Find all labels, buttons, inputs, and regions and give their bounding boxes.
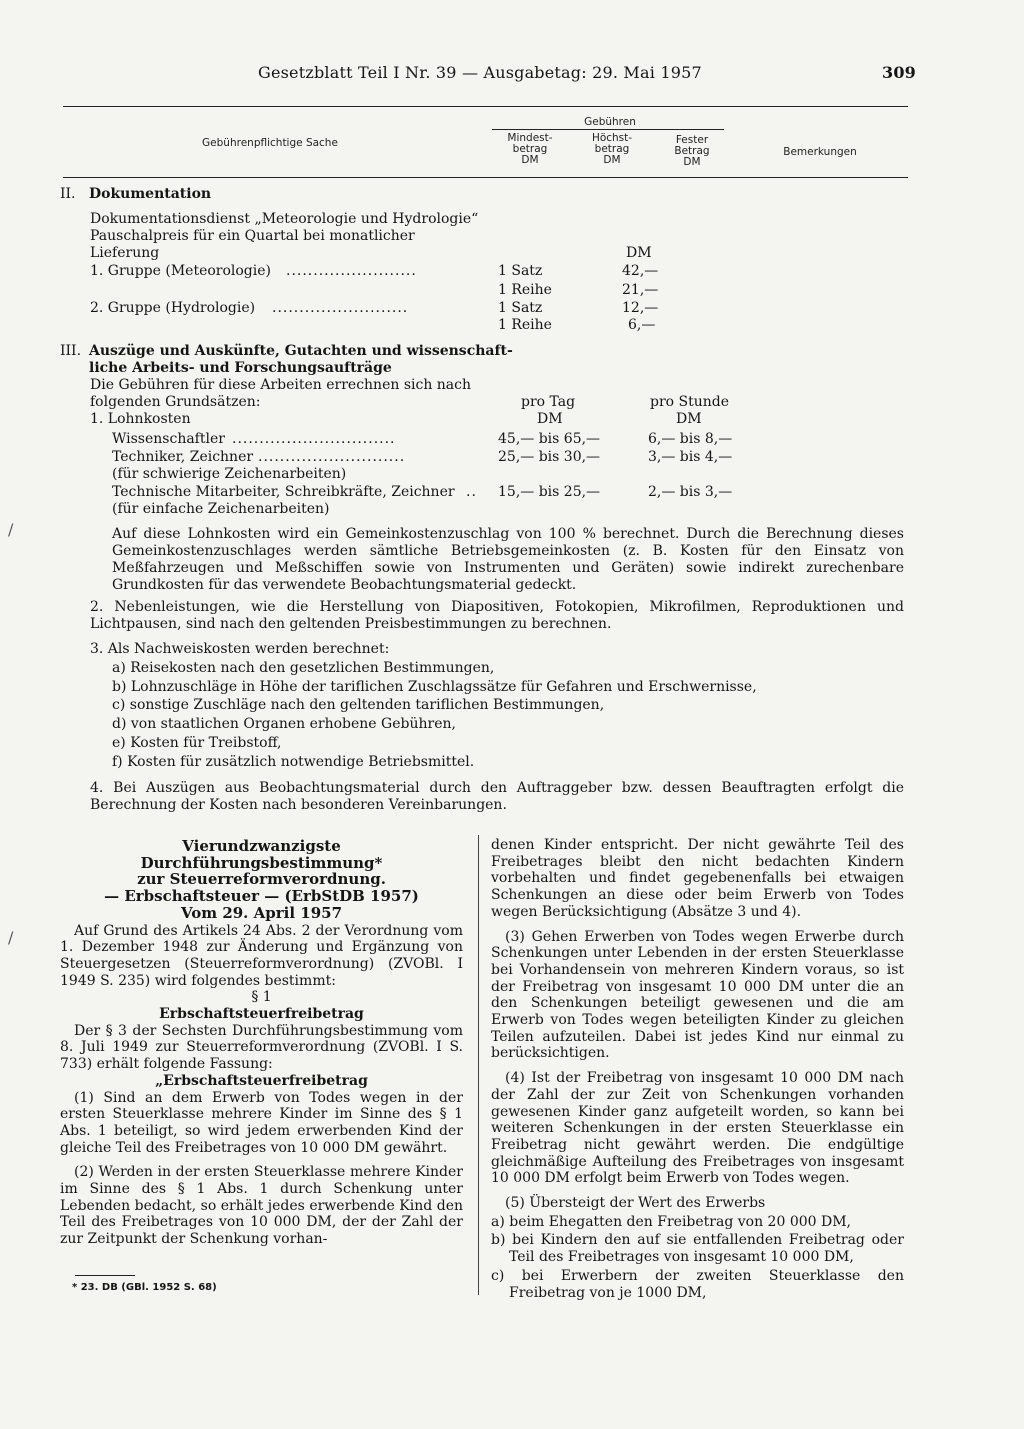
col-header-fest: Fester Betrag DM [674,134,710,168]
sec3-row-3-note: (für einfache Zeichenarbeiten) [112,501,330,517]
sec2-unit: DM [626,245,652,261]
leader-dots: ........................ [286,263,417,279]
decree-left-column [60,838,463,1248]
sec3-item-f: f) Kosten für zusätzlich notwendige Betriebsmittel. [112,754,475,770]
sec3-lohnkosten: 1. Lohnkosten [90,411,191,427]
decree-intro: Auf Grund des Artikels 24 Abs. 2 der Verordnung vom 1. Dezember 1948 zur Änderung und Ergänzung von Steuergesetzen (Steuerreformverordnung) (ZVOBl. I 1949 S. 235) wird folgendes bestimmt: [60,922,463,989]
col-header-min: Mindest- betrag DM [507,132,553,166]
sec2-g2-unit-2: 1 Reihe [498,317,552,333]
sec2-line1: Dokumentationsdienst „Meteorologie und Hydrologie“ [90,211,479,227]
sec3-intro-1: Die Gebühren für diese Arbeiten errechnen sich nach [90,377,472,393]
page-number: 309 [882,63,916,82]
sec2-g2-price-2: 6,— [628,317,656,333]
sec2-g1-unit-2: 1 Reihe [498,282,552,298]
sec3-dm-tag: DM [537,411,563,427]
sec3-item-c: c) sonstige Zuschläge nach den geltenden tariflichen Bestimmungen, [112,697,605,713]
sec2-g2-label: 2. Gruppe (Hydrologie) [90,300,256,316]
sec3-row-2-stunde: 3,— bis 4,— [648,449,733,465]
sec2-g1-price-1: 42,— [622,263,659,279]
sec3-row-2-label: Techniker, Zeichner [112,449,254,465]
sec3-pro-stunde: pro Stunde [650,394,730,410]
sec3-item-e: e) Kosten für Treibstoff, [112,735,282,751]
decree-quote-title: „Erbschaftsteuerfreibetrag [155,1072,368,1089]
sec3-pro-tag: pro Tag [521,394,576,410]
sec3-dm-stunde: DM [676,411,702,427]
page-header-title: Gesetzblatt Teil I Nr. 39 — Ausgabetag: 29. Mai 1957 [258,63,702,82]
sec3-row-1-tag: 45,— bis 65,— [498,431,601,447]
sec3-row-2-note: (für schwierige Zeichenarbeiten) [112,466,347,482]
decree-title-2: zur Steuerreformverordnung. [137,870,386,889]
decree-paragraph-sign: § 1 [251,989,272,1006]
decree-abs-4: (4) Ist der Freibetrag von insgesamt 10 000 DM nach der Zahl der zur Zeit von Schenkungen vorhanden gewesenen Kinder ganz aufgeteilt worden, so kann bei weiteren Schenkungen in der ersten Steuerklasse ein Freibetrag nicht gewährt werden. Die endgültige gleichmäßige Aufteilung des Freibetrages von insgesamt 10 000 DM erfolgt beim Erwerb von Todes wegen. [491,1070,904,1187]
sec3-row-3-label: Technische Mitarbeiter, Schreibkräfte, Zeichner [112,484,455,500]
col-header-sache: Gebührenpflichtige Sache [202,137,338,149]
sec3-item-a: a) Reisekosten nach den gesetzlichen Bestimmungen, [112,660,495,676]
col-header-gebuehren: Gebühren [584,116,636,128]
decree-abs-1: (1) Sind an dem Erwerb von Todes wegen in der ersten Steuerklasse mehrere Kinder im Sinne des § 1 Abs. 1 beteiligt, so wird jedem erwerbenden Kind der gleiche Teil des Freibetrages von 10 000 DM gewährt. [60,1089,463,1156]
sec3-intro-2: folgenden Grundsätzen: [90,394,261,410]
sec2-line2: Pauschalpreis für ein Quartal bei monatlicher [90,228,415,244]
column-divider [478,835,479,1295]
leader-dots: .............................. [232,431,396,447]
leader-dots: ......................... [272,300,409,316]
sec3-auszuege-text: 4. Bei Auszügen aus Beobachtungsmaterial durch den Auftraggeber bzw. dessen Beauftragten erfolgt die Berechnung der Kosten nach besonderen Vereinbarungen. [90,780,904,813]
sec2-g1-price-2: 21,— [622,282,659,298]
gebuehren-rule [492,129,724,130]
sec2-g1-unit-1: 1 Satz [498,263,543,279]
decree-abs-5-item-b: b) bei Kindern den auf sie entfallenden Freibetrag oder Teil des Freibetrages von insgesamt 10 000 DM, [491,1232,904,1266]
margin-mark: / [8,928,14,947]
sec2-g1-label: 1. Gruppe (Meteorologie) [90,263,271,279]
sec2-line3: Lieferung [90,245,160,261]
margin-mark: / [8,520,14,539]
col-header-max: Höchst- betrag DM [591,132,633,166]
decree-paragraph-text: Der § 3 der Sechsten Durchführungsbestimmung vom 8. Juli 1949 zur Steuerreformverordnung (ZVOBl. I S. 733) erhält folgende Fassung: [60,1022,463,1073]
col-header-bemerkungen: Bemerkungen [783,146,857,158]
sec3-number: III. [60,343,82,359]
sec2-title: Dokumentation [89,186,212,202]
decree-abs-3: (3) Gehen Erwerben von Todes wegen Erwerbe durch Schenkungen unter Lebenden in der ersten Steuerklasse bei Vorhandensein von mehreren Kindern voraus, so ist der Freibetrag von insgesamt 10 000 DM unter die an den Schenkungen beteiligt gewesenen und die am Erwerb von Todes wegen beteiligten Kinder zu gleichen Teilen aufzuteilen. Dabei ist jedes Kind nur einmal zu berücksichtigen. [491,928,904,1062]
sec3-nebenleistungen-text: 2. Nebenleistungen, wie die Herstellung von Diapositiven, Fotokopien, Mikrofilmen, Reproduktionen und Lichtpausen, sind nach den geltenden Preisbestimmungen zu berechnen. [90,599,904,632]
footnote-rule [75,1275,135,1276]
decree-abs-2: (2) Werden in der ersten Steuerklasse mehrere Kinder im Sinne des § 1 Abs. 1 durch Schenkung unter Lebenden bedacht, so erhält jedes erwerbende Kind den Teil des Freibetrages von 10 000 DM, der der Zahl der zur Zeitpunkt der Schenkung vorhan- [60,1164,463,1248]
sec3-gemeinkosten-text: Auf diese Lohnkosten wird ein Gemeinkostenzuschlag von 100 % berechnet. Durch die Berechnung dieses Gemeinkostenzuschlages werden sämtliche Betriebsgemeinkosten (z. B. Kosten für den Einsatz von Meßfahrzeugen und Meßschiffen sowie von Instrumenten und Geräten) sowie indirekt zurechenbare Grundkosten für das verwendete Beobachtungsmaterial gedeckt. [112,526,904,593]
decree-title-1: Vierundzwanzigste Durchführungsbestimmung* [140,837,383,872]
leader-dots: ........................... [258,449,406,465]
decree-abs-5: (5) Übersteigt der Wert des Erwerbs [505,1195,766,1212]
table-top-rule [63,106,908,107]
sec2-number: II. [60,186,76,202]
sec3-row-3-stunde: 2,— bis 3,— [648,484,733,500]
decree-right-column [491,837,904,1301]
decree-paragraph-title: Erbschaftsteuerfreibetrag [159,1006,364,1023]
decree-abs-5-item-c: c) bei Erwerbern der zweiten Steuerklasse den Freibetrag von je 1000 DM, [491,1267,904,1301]
table-header-rule [63,177,908,178]
sec3-item-d: d) von staatlichen Organen erhobene Gebühren, [112,716,456,732]
decree-right-continuation: denen Kinder entspricht. Der nicht gewährte Teil des Freibetrages bleibt den nicht bedachten Kindern vorbehalten und findet gegebenenfalls bei etwaigen Schenkungen an diese oder beim Erwerb von Todes wegen Berücksichtigung (Absätze 3 und 4). [491,837,904,920]
sec3-row-1-stunde: 6,— bis 8,— [648,431,733,447]
sec3-item-b: b) Lohnzuschläge in Höhe der tariflichen Zuschlagssätze für Gefahren und Erschwernisse, [112,679,757,695]
sec3-row-3-tag: 15,— bis 25,— [498,484,601,500]
sec2-g2-unit-1: 1 Satz [498,300,543,316]
sec3-row-2-tag: 25,— bis 30,— [498,449,601,465]
sec3-nachweiskosten-intro: 3. Als Nachweiskosten werden berechnet: [90,641,390,657]
decree-date: Vom 29. April 1957 [180,903,343,922]
sec3-row-1-label: Wissenschaftler [112,431,225,447]
decree-footnote: * 23. DB (GBl. 1952 S. 68) [72,1282,217,1293]
sec3-title-1: Auszüge und Auskünfte, Gutachten und wissenschaft- [89,343,513,359]
decree-abs-5-item-a: a) beim Ehegatten den Freibetrag von 20 000 DM, [491,1213,852,1230]
sec2-g2-price-1: 12,— [622,300,659,316]
leader-dots: .. [466,484,477,500]
sec3-title-2: liche Arbeits- und Forschungsaufträge [89,360,392,376]
decree-title-3: — Erbschaftsteuer — (ErbStDB 1957) [104,887,419,906]
